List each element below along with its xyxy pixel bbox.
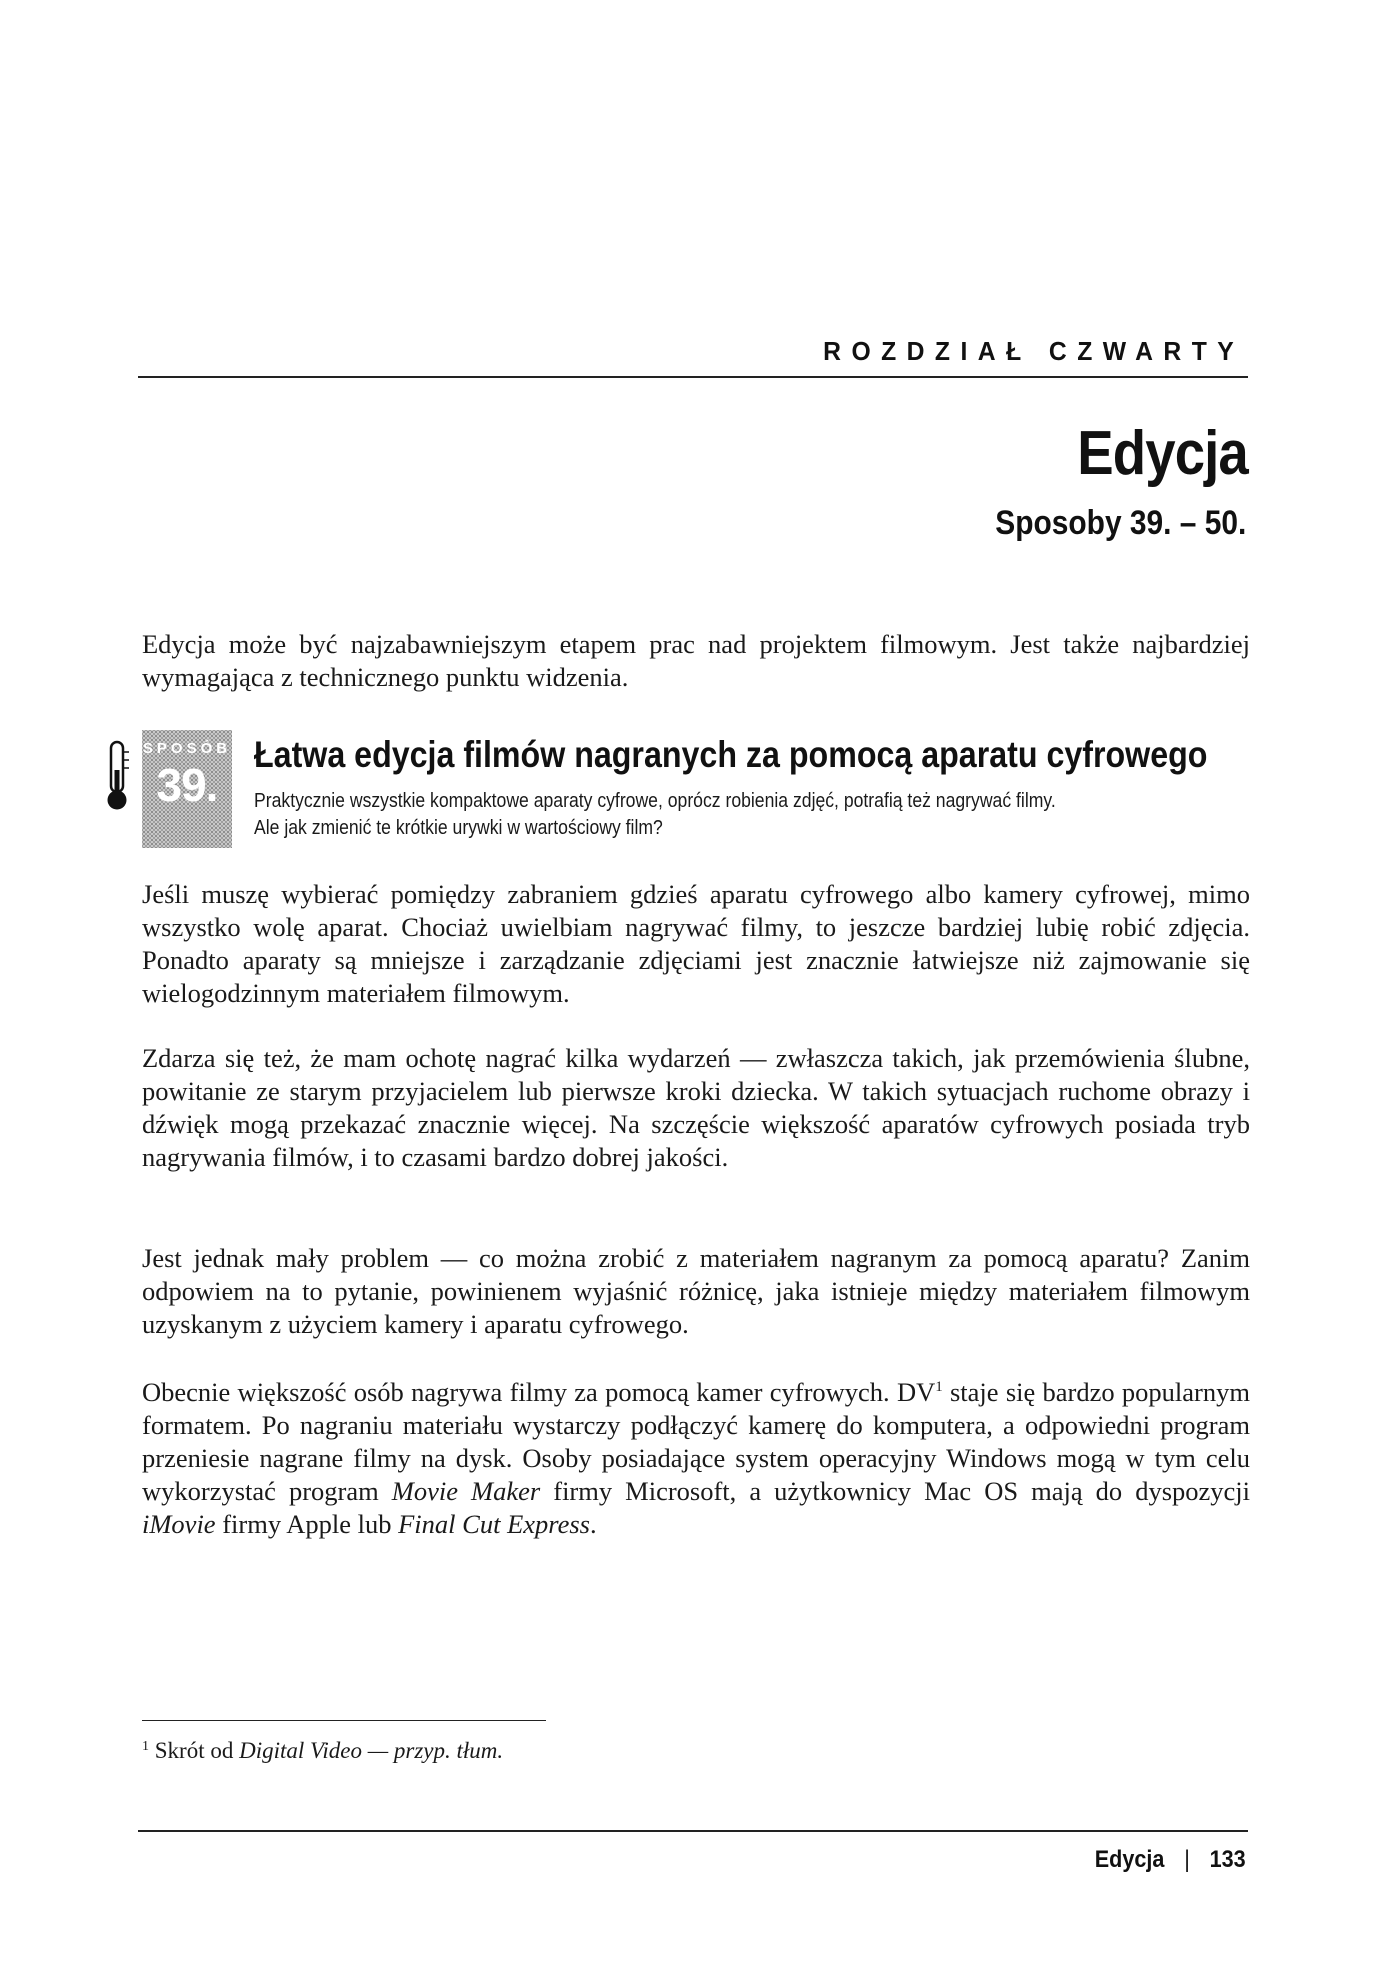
thermometer-icon — [100, 740, 134, 812]
body-paragraph: Jest jednak mały problem — co można zrobić z materiałem nagranym za pomocą aparatu? Zanim odpowiem na to pytanie, powinienem wyjaśnić różnicę, jaka istnieje między materiałem filmowym uzyskanym z użyciem kamery i aparatu cyfrowego. — [142, 1243, 1250, 1339]
hack-title: Łatwa edycja filmów nagranych za pomocą aparatu cyfrowego — [254, 734, 1208, 775]
program-name: Movie Maker — [391, 1476, 541, 1506]
text-run: firmy Microsoft, a użytkownicy Mac OS mają do dyspozycji — [540, 1476, 1250, 1506]
hack-description — [254, 788, 1169, 842]
body-paragraph: Jeśli muszę wybierać pomiędzy zabraniem gdzieś aparatu cyfrowego albo kamery cyfrowej, mimo wszystko wolę aparat. Chociaż uwielbiam nagrywać filmy, to jeszcze bardziej lubię robić zdjęcia. Ponadto aparaty są mniejsze i zarządzanie zdjęciami jest znacznie łatwiejsze niż zajmowanie się wielogodzinnym materiałem filmowym. — [142, 879, 1250, 1008]
body-paragraph: Zdarza się też, że mam ochotę nagrać kilka wydarzeń — zwłaszcza takich, jak przemówienia ślubne, powitanie ze starym przyjacielem lub pierwsze kroki dziecka. W takich sytuacjach ruchome obrazy i dźwięk mogą przekazać znacznie więcej. Na szczęście większość aparatów cyfrowych posiada tryb nagrywania filmów, i to czasami bardzo dobrej jakości. — [142, 1043, 1250, 1172]
hack-description-line: Praktycznie wszystkie kompaktowe aparaty cyfrowe, oprócz robienia zdjęć, potrafią też nagrywać filmy. — [254, 790, 1056, 812]
intro-paragraph: Edycja może być najzabawniejszym etapem prac nad projektem filmowym. Jest także najbardziej wymagająca z technicznego punktu widzenia. — [142, 629, 1250, 692]
footer-rule — [138, 1830, 1248, 1832]
program-name: Final Cut Express — [398, 1509, 590, 1539]
footnote — [142, 1738, 503, 1764]
footer-section: Edycja — [1095, 1846, 1165, 1873]
footnote-number: 1 — [142, 1739, 149, 1754]
hack-badge-label: SPOSÓB — [142, 740, 232, 757]
footer-separator: | — [1184, 1846, 1191, 1873]
program-name: iMovie — [142, 1509, 216, 1539]
hack-description-line: Ale jak zmienić te krótkie urywki w wartościowy film? — [254, 817, 663, 839]
text-run: staje się bardzo popularnym formatem. Po nagraniu materiału wystarczy podłączyć kamerę do komputera, a odpowiedni program przeniesie nagrane filmy na dysk. Osoby posiadające system operacyjny Windows mogą w tym celu wykorzystać program — [142, 1377, 1250, 1506]
footnote-text: Skrót od — [149, 1738, 240, 1763]
footnote-italic: Digital Video — przyp. tłum. — [239, 1738, 504, 1763]
text-run: . — [590, 1509, 597, 1539]
footnote-rule — [142, 1720, 546, 1721]
page-footer — [1095, 1846, 1246, 1874]
text-run: firmy Apple lub — [215, 1509, 399, 1539]
page-number: 133 — [1209, 1846, 1246, 1873]
hack-badge — [142, 730, 232, 848]
chapter-rule — [138, 376, 1248, 378]
footnote-reference: 1 — [935, 1379, 943, 1395]
chapter-subtitle: Sposoby 39. – 50. — [994, 504, 1246, 542]
hack-number: 39. — [156, 759, 218, 811]
chapter-label: ROZDZIAŁ CZWARTY — [822, 336, 1244, 366]
body-paragraph — [142, 1376, 1250, 1541]
text-run: Obecnie większość osób nagrywa filmy za pomocą kamer cyfrowych. DV — [142, 1377, 936, 1407]
chapter-title: Edycja — [1077, 419, 1248, 488]
